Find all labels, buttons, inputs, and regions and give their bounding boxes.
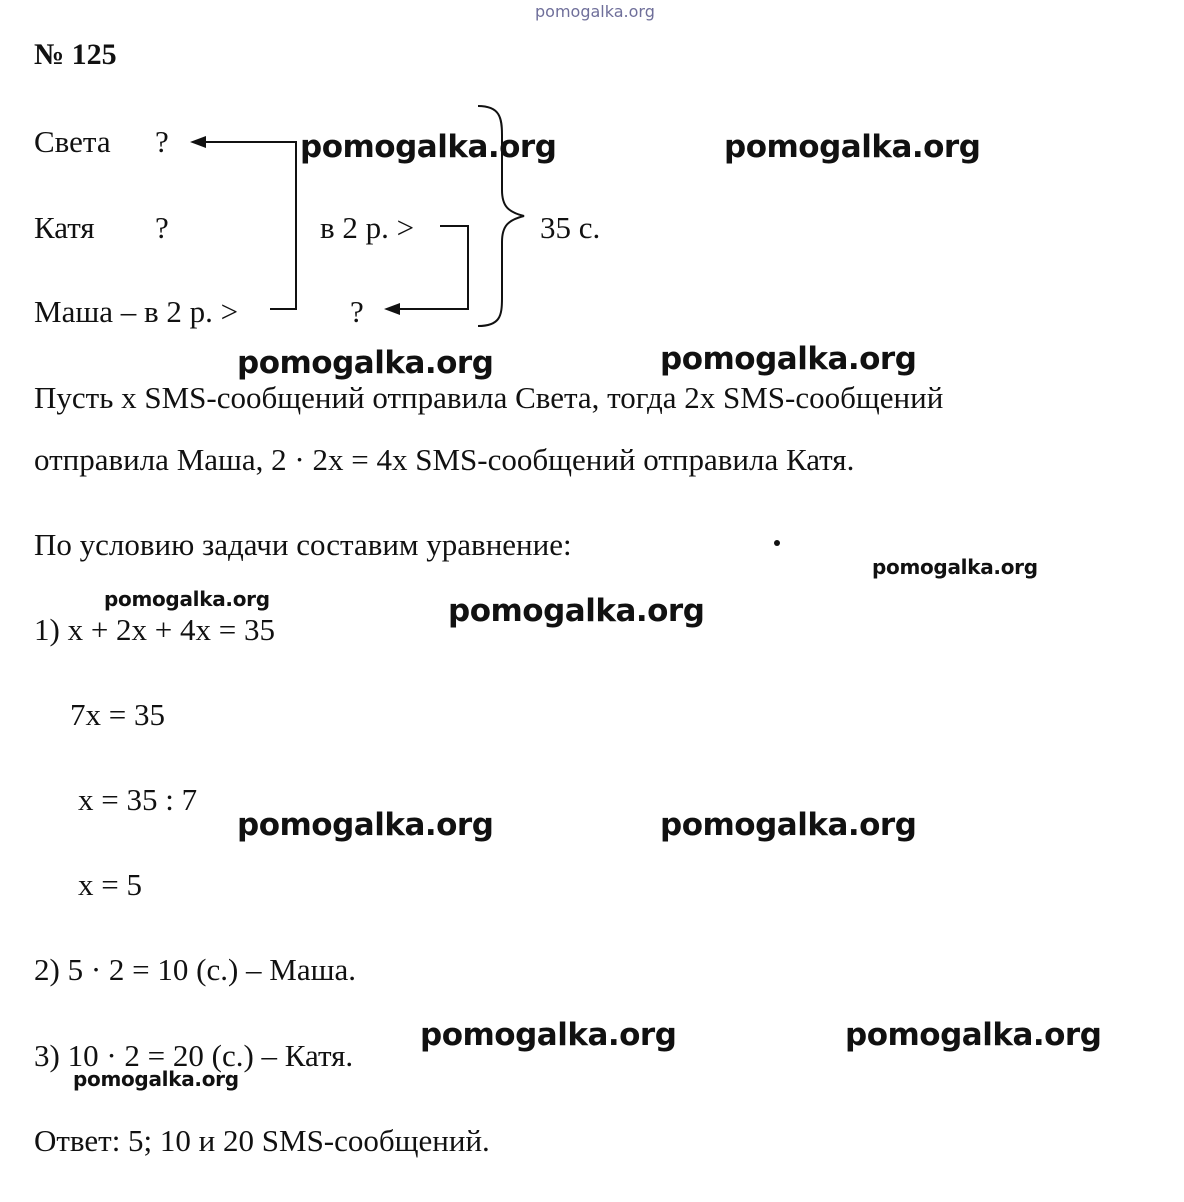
problem-number: № 125	[34, 38, 117, 71]
watermark: pomogalka.org	[660, 807, 917, 843]
step1-equation: 1) x + 2x + 4x = 35	[34, 612, 276, 647]
watermark: pomogalka.org	[660, 341, 917, 377]
answer: Ответ: 5; 10 и 20 SMS-сообщений.	[34, 1123, 490, 1158]
diagram-label-katya: Катя	[34, 210, 95, 245]
step1-division: x = 35 : 7	[78, 782, 198, 817]
diagram-label-sveta: Света	[34, 124, 111, 159]
equation-intro: По условию задачи составим уравнение:	[34, 527, 572, 562]
watermark: pomogalka.org	[448, 593, 705, 629]
diagram-label-masha: Маша – в 2 р. >	[34, 294, 239, 329]
diagram-arrows	[0, 0, 1184, 400]
diagram-total: 35 с.	[540, 210, 601, 245]
header-watermark: pomogalka.org	[535, 2, 655, 21]
stray-dot	[774, 540, 780, 546]
watermark: pomogalka.org	[420, 1017, 677, 1053]
arrow-masha-to-sveta	[200, 142, 296, 309]
step1-simplified: 7x = 35	[70, 697, 165, 732]
solution-intro-line2: отправила Маша, 2 · 2x = 4x SMS-сообщений отправила Катя.	[34, 442, 855, 477]
watermark: pomogalka.org	[724, 129, 981, 165]
arrow-katya-to-masha	[395, 226, 468, 309]
watermark: pomogalka.org	[845, 1017, 1102, 1053]
watermark: pomogalka.org	[104, 587, 270, 611]
step3-katya: 3) 10 · 2 = 20 (с.) – Катя.	[34, 1038, 354, 1073]
watermark: pomogalka.org	[872, 555, 1038, 579]
watermark: pomogalka.org	[237, 807, 494, 843]
diagram-unknown-katya: ?	[155, 210, 169, 245]
diagram-relation-katya: в 2 р. >	[320, 210, 415, 245]
solution-intro-line1: Пусть x SMS-сообщений отправила Света, тогда 2x SMS-сообщений	[34, 380, 944, 415]
arrowhead-sveta	[190, 136, 206, 148]
watermark: pomogalka.org	[300, 129, 557, 165]
watermark: pomogalka.org	[73, 1067, 239, 1091]
diagram-unknown-sveta: ?	[155, 124, 169, 159]
watermark: pomogalka.org	[237, 345, 494, 381]
step1-result: x = 5	[78, 867, 142, 902]
diagram-unknown-masha: ?	[350, 294, 364, 329]
step2-masha: 2) 5 · 2 = 10 (с.) – Маша.	[34, 952, 356, 987]
arrowhead-masha	[384, 303, 400, 315]
